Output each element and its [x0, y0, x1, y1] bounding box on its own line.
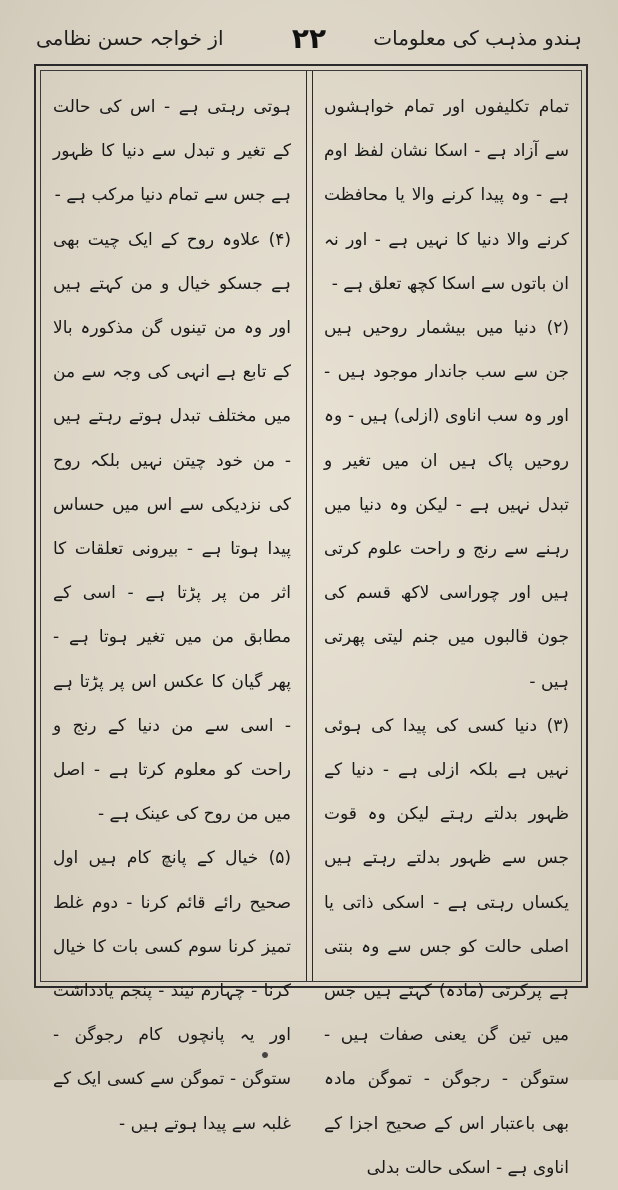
text-frame	[34, 64, 588, 1178]
page-header	[36, 22, 582, 62]
text-frame-inner	[40, 70, 582, 1178]
page-mark	[262, 1052, 268, 1058]
paragraph: (۳) دنیا کسی کی پیدا کی ہوئی نہیں ہے بلکہ ازلی ہے - دنیا کے ظہور بدلتے رہتے لیکن وہ قوت جس سے ظہور بدلتے رہتے ہیں یکساں رہتی ہے - اسکی ذاتی یا اصلی حالت کو جس سے وہ بنتی ہے پرکرتی (مادہ) کہتے ہیں جس میں تین گن یعنی صفات ہیں - ستوگن - رجوگن - تموگن مادہ بھی باعتبار اس کے صحیح اجزا کے اناوی ہے - اسکی حالت بدلی	[324, 715, 569, 1178]
paragraph: (۵) خیال کے پانچ کام ہیں اول صحیح رائے قائم کرنا - دوم غلط تمیز کرنا سوم کسی بات کا خیال کرنا - چہارم نیند - پنجم یادداشت اور یہ پانچوں کام رجوگن - ستوگن - تموگن سے کسی ایک کے غلبہ سے پیدا ہوتے ہیں -	[53, 848, 291, 1134]
running-title: ہندو مذہب کی معلومات	[373, 26, 582, 50]
column-divider	[306, 71, 313, 981]
left-column	[53, 85, 291, 1134]
paragraph: (۲) دنیا میں بیشمار روحیں ہیں جن سے سب جاندار موجود ہیں - اور وہ سب اناوی (ازلی) ہیں - وہ روحیں پاک ہیں ان میں تغیر و تبدل نہیں ہے - لیکن وہ دنیا میں رہنے سے رنج و راحت علوم کرتی ہیں اور چوراسی لاکھ قسم کی جون قالبوں میں جنم لیتی پھرتی ہیں -	[324, 318, 569, 692]
paragraph: تمام تکلیفوں اور تمام خواہشوں سے آزاد ہے - اسکا نشان لفظ اوم ہے - وہ پیدا کرنے والا یا محافظت کرنے والا دنیا کا نہیں ہے - اور نہ ان باتوں سے اسکا کچھ تعلق ہے -	[324, 97, 569, 294]
page-number: ۲۲	[291, 22, 327, 55]
author-line: از خواجہ حسن نظامی	[36, 26, 224, 50]
paragraph: (۴) علاوہ روح کے ایک چیت بھی ہے جسکو خیال و من کہتے ہیں اور وہ من تینوں گن مذکورہ بالا کے تابع ہے انہی کی وجہ سے من میں مختلف تبدل ہوتے رہتے ہیں - من خود چیتن نہیں بلکہ روح کی نزدیکی سے اس میں حساس پیدا ہوتا ہے - بیرونی تعلقات کا اثر من پر پڑتا ہے - اسی کے مطابق من میں تغیر ہوتا ہے - پھر گیان کا عکس اس پر پڑتا ہے - اسی سے من دنیا کے رنج و راحت کو معلوم کرتا ہے - اصل میں من روح کی عینک ہے -	[53, 229, 291, 825]
right-column	[324, 85, 569, 1178]
paragraph: ہوتی رہتی ہے - اس کی حالت کے تغیر و تبدل سے دنیا کا ظہور ہے جس سے تمام دنیا مرکب ہے -	[53, 97, 291, 206]
